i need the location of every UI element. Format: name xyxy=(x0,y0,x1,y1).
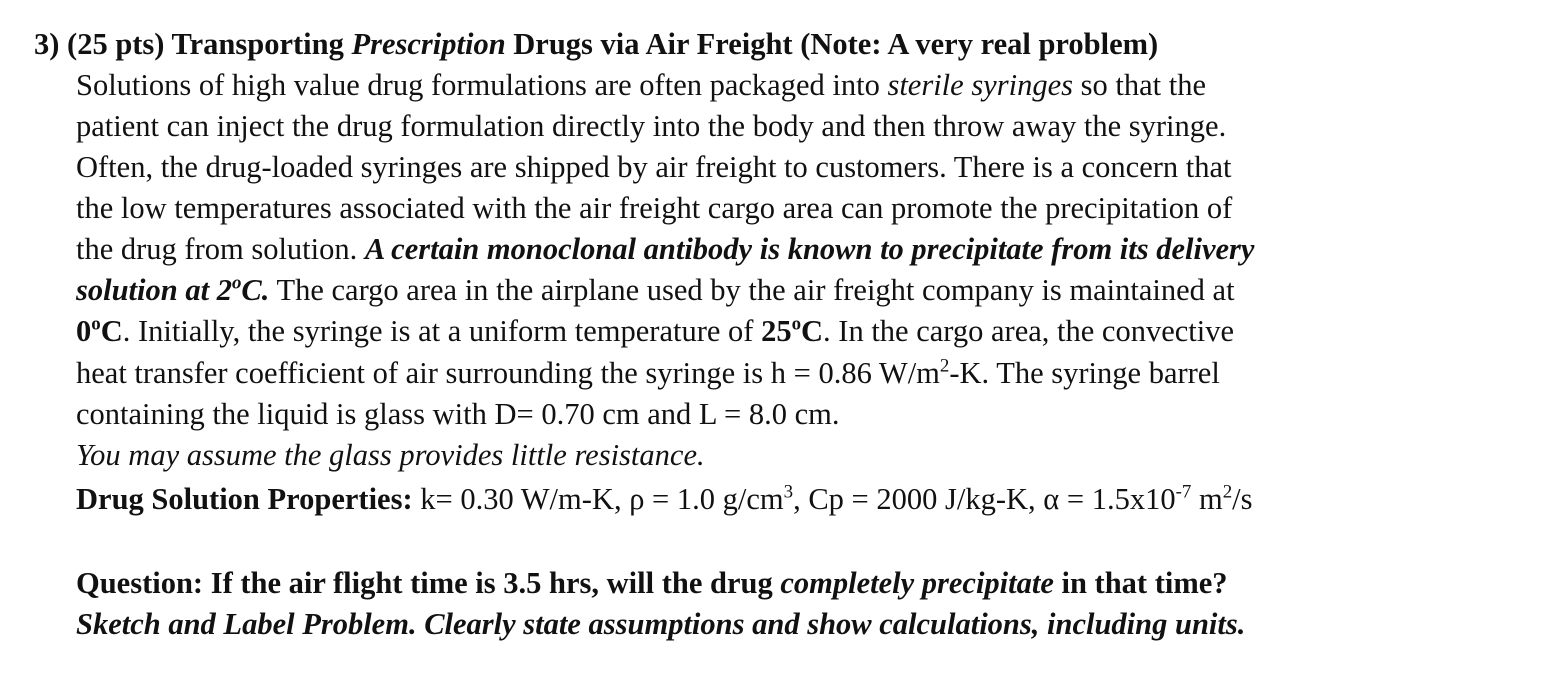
paragraph-line-6 xyxy=(76,229,1254,269)
assumption-note: You may assume the glass provides little resistance. xyxy=(76,438,705,472)
text-segment: heat transfer coefficient of air surrounding the syringe is h = 0.86 W/m xyxy=(76,356,940,390)
paragraph-line-8 xyxy=(76,311,1234,351)
paragraph-line-7 xyxy=(76,270,1235,310)
bold-segment: C xyxy=(100,314,123,348)
degree-superscript: o xyxy=(91,313,101,335)
paragraph-line-10: containing the liquid is glass with D= 0.70 cm and L = 8.0 cm. xyxy=(76,397,840,431)
bold-italic-segment: C. xyxy=(241,273,270,307)
text-segment: the drug from solution. xyxy=(76,232,365,266)
problem-title xyxy=(34,24,1158,64)
bold-segment: 25 xyxy=(761,314,792,348)
text-segment: k= 0.30 W/m-K, ρ = 1.0 g/cm xyxy=(412,482,784,516)
text-segment: Solutions of high value drug formulations are often packaged into xyxy=(76,68,888,102)
properties-label: Drug Solution Properties: xyxy=(76,482,413,516)
paragraph-line-5: the low temperatures associated with the air freight cargo area can promote the precipitation of xyxy=(76,191,1233,225)
text-segment: /s xyxy=(1232,482,1253,516)
paragraph-line-4: Often, the drug-loaded syringes are shipped by air freight to customers. There is a concern that xyxy=(76,150,1232,184)
bold-italic-segment: completely precipitate xyxy=(780,566,1054,600)
text-segment: -K. The syringe barrel xyxy=(949,356,1220,390)
text-segment: The cargo area in the airplane used by the air freight company is maintained at xyxy=(269,273,1235,307)
exponent-superscript: 3 xyxy=(783,481,794,503)
bold-segment: 0 xyxy=(76,314,92,348)
text-segment: . In the cargo area, the convective xyxy=(823,314,1235,348)
bold-segment: in that time? xyxy=(1053,566,1228,600)
degree-superscript: o xyxy=(791,313,802,335)
text-segment: . Initially, the syringe is at a uniform temperature of xyxy=(122,314,762,348)
bold-segment: C xyxy=(801,314,824,348)
instruction-line: Sketch and Label Problem. Clearly state assumptions and show calculations, including units. xyxy=(76,607,1246,641)
title-italic-word: Prescription xyxy=(351,27,506,61)
exponent-superscript: 2 xyxy=(939,355,950,377)
drug-properties-line xyxy=(76,479,1252,519)
degree-superscript: o xyxy=(231,272,242,294)
italic-segment: sterile syringes xyxy=(887,68,1073,102)
exponent-superscript: -7 xyxy=(1175,481,1192,503)
text-segment: so that the xyxy=(1072,68,1206,102)
bold-italic-segment: A certain monoclonal antibody is known to precipitate from its delivery xyxy=(364,232,1255,266)
paragraph-line-9 xyxy=(76,353,1220,393)
question-line xyxy=(76,563,1228,603)
paragraph-line-3: patient can inject the drug formulation directly into the body and then throw away the syringe. xyxy=(76,109,1227,143)
paragraph-line-2 xyxy=(76,65,1206,105)
bold-segment: Question: If the air flight time is 3.5 hrs, will the drug xyxy=(76,566,781,600)
bold-italic-segment: solution at 2 xyxy=(76,273,232,307)
problem-number: 3) (25 pts) Transporting xyxy=(34,27,352,61)
text-segment: m xyxy=(1191,482,1223,516)
text-segment: , Cp = 2000 J/kg-K, α = 1.5x10 xyxy=(793,482,1176,516)
title-rest: Drugs via Air Freight (Note: A very real problem) xyxy=(505,27,1159,61)
exponent-superscript: 2 xyxy=(1222,481,1233,503)
